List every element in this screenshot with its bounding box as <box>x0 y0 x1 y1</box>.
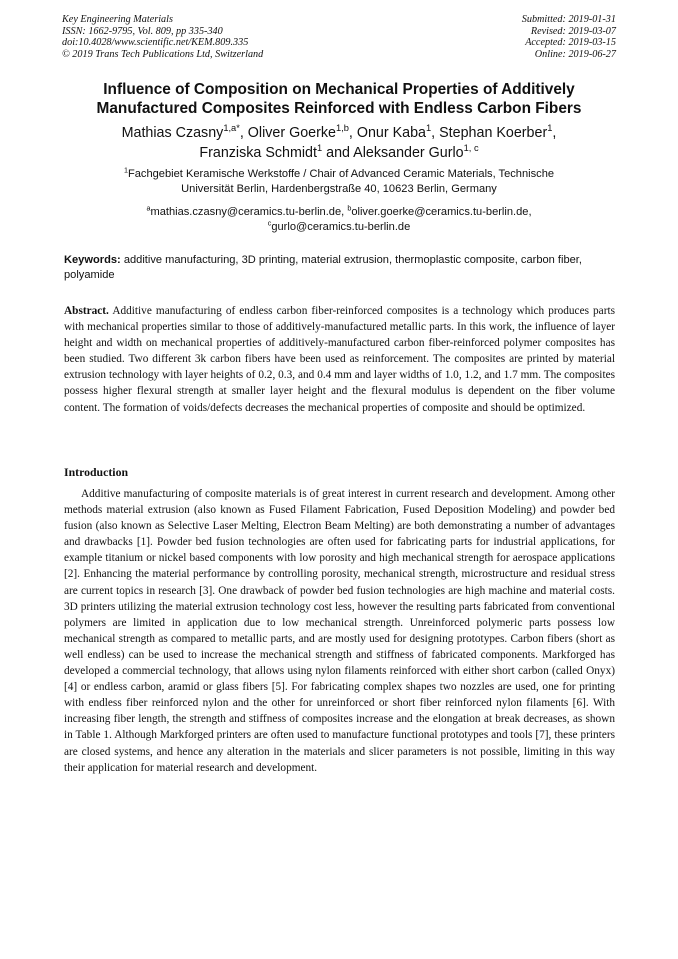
author-list <box>40 124 638 163</box>
author-separator: , <box>431 125 440 141</box>
keywords <box>64 253 615 283</box>
email-mark: a <box>146 203 151 213</box>
author-affiliation-mark: 1,a* <box>223 123 240 134</box>
author-separator: , <box>239 125 248 141</box>
title-line-2: Manufactured Composites Reinforced with Endless Carbon Fibers <box>96 99 582 117</box>
email-mark: c <box>267 218 272 228</box>
journal-issn: ISSN: 1662-9795, Vol. 809, pp 335-340 <box>62 25 223 37</box>
author-name: Oliver Goerke <box>247 125 336 141</box>
author-line-2 <box>40 144 638 164</box>
email-address: oliver.goerke@ceramics.tu-berlin.de <box>351 206 529 218</box>
author-affiliation-mark: 1, c <box>463 142 479 153</box>
email-mark: b <box>347 203 352 213</box>
journal-header <box>62 14 263 60</box>
date-online: Online: 2019-06-27 <box>534 48 616 60</box>
author-emails <box>40 205 638 235</box>
author-affiliation-mark: 1 <box>316 142 323 153</box>
author-name: Stephan Koerber <box>439 125 548 141</box>
affiliation-mark: 1 <box>123 165 128 175</box>
affiliation-line-2: Universität Berlin, Hardenbergstraße 40, 10623 Berlin, Germany <box>181 183 497 196</box>
abstract-text: Additive manufacturing of endless carbon fiber-reinforced composites is a technology which produces parts with mechanical properties similar to those of additively-manufactured metallic parts. In this work, the influence of layer height and width on mechanical properties of additively-manufactured carbon fiber-reinforced polymer composites has been studied. Two different 3k carbon fibers have been used as reinforcement. The composites are printed by material extrusion technology with layer heights of 0.2, 0.3, and 0.4 mm and layer widths of 1.0, 1.2, and 1.7 mm. The composites possess higher flexural strength at smaller layer height and the flexural modulus is dependent on the fiber volume content. The formation of voids/defects decreases the mechanical properties of composite and should be optimized. <box>64 305 615 414</box>
author-separator: and <box>322 144 354 161</box>
author-name: Aleksander Gurlo <box>353 144 464 161</box>
author-line-1 <box>40 124 638 144</box>
email-address: mathias.czasny@ceramics.tu-berlin.de <box>150 206 342 218</box>
email-line-1: $^a$mathias.czasny@ceramics.tu-berlin.de, $^b$oliver.goerke@ceramics.tu-berlin.de, <box>146 203 532 218</box>
author-affiliation-mark: 1,b <box>335 123 349 134</box>
date-revised: Revised: 2019-03-07 <box>530 25 616 37</box>
affiliation <box>40 167 638 198</box>
author-name: Onur Kaba <box>356 125 426 141</box>
abstract <box>64 303 615 416</box>
introduction-heading: Introduction <box>64 465 129 479</box>
title-line-1: Influence of Composition on Mechanical Properties of Additively <box>103 81 575 98</box>
keywords-text: additive manufacturing, 3D printing, material extrusion, thermoplastic composite, carbon fiber, polyamide <box>64 254 582 281</box>
author-separator: , <box>348 125 357 141</box>
author-separator: , <box>552 125 557 141</box>
author-affiliation-mark: 1 <box>547 123 553 134</box>
date-accepted: Accepted: 2019-03-15 <box>525 37 616 49</box>
introduction-body: Additive manufacturing of composite materials is of great interest in current research and development. Among other methods material extrusion (also known as Fused Filament Fabrication, Fused Deposition Modeling) and powder bed fusion (also known as Selective Laser Melting, Electron Beam Melting) are both demonstrating a number of advantages and drawbacks [1]. Powder bed fusion technologies are often used for fabricating parts for industrial applications, for example titanium or nickel based components with low porosity and high mechanical strength for aerospace applications [2]. Enhancing the material performance by controlling porosity, mechanical strength, microstructure and residual stress are current topics in research [3]. One drawback of powder bed fusion technologies are high machine and material costs. 3D printers utilizing the material extrusion technology cost less, however the resulting parts fabricated from conventional polymers are limited in application due to low mechanical strength. Unreinforced polymeric parts possess low mechanical strength as compared to metallic parts, and are mostly used for designing prototypes. Carbon fibers (short as well endless) can be used to increase the mechanical strength and stiffness of fabricated components. Markforged has developed a commercial technology, that allows using nylon filaments reinforced with either short carbon (called Onyx) [4] or endless carbon, aramid or glass fibers [5]. For fabricating complex shapes two nozzles are used, one for printing with endless fiber reinforced nylon and the other for unreinforced or short fiber reinforced nylon filaments [6]. With increasing fiber length, the strength and stiffness of composites increase and the elongation at break decreases, as shown in Table 1. Although Markforged printers are often used to manufacture functional prototypes and tools [7], these printers are closed systems, and hence any alteration in the materials and slicer parameters is not possible, limiting in this way their application for material research and development. <box>64 488 615 774</box>
paper-title <box>40 81 638 118</box>
journal-copyright: © 2019 Trans Tech Publications Ltd, Switzerland <box>62 48 264 60</box>
keywords-label: Keywords: <box>64 254 121 266</box>
journal-name: Key Engineering Materials <box>62 14 173 25</box>
author-name: Franziska Schmidt <box>199 144 317 161</box>
date-submitted: Submitted: 2019-01-31 <box>521 14 616 25</box>
affiliation-line-1: $^1$Fachgebiet Keramische Werkstoffe / Chair of Advanced Ceramic Materials, Technische <box>123 165 555 180</box>
dates-header <box>522 14 616 60</box>
abstract-label: Abstract. <box>64 305 109 317</box>
email-line-2 <box>40 220 638 235</box>
email-address: gurlo@ceramics.tu-berlin.de <box>271 220 411 233</box>
author-affiliation-mark: 1 <box>426 123 432 134</box>
journal-doi: doi:10.4028/www.scientific.net/KEM.809.335 <box>62 37 249 49</box>
author-name: Mathias Czasny <box>121 125 224 141</box>
